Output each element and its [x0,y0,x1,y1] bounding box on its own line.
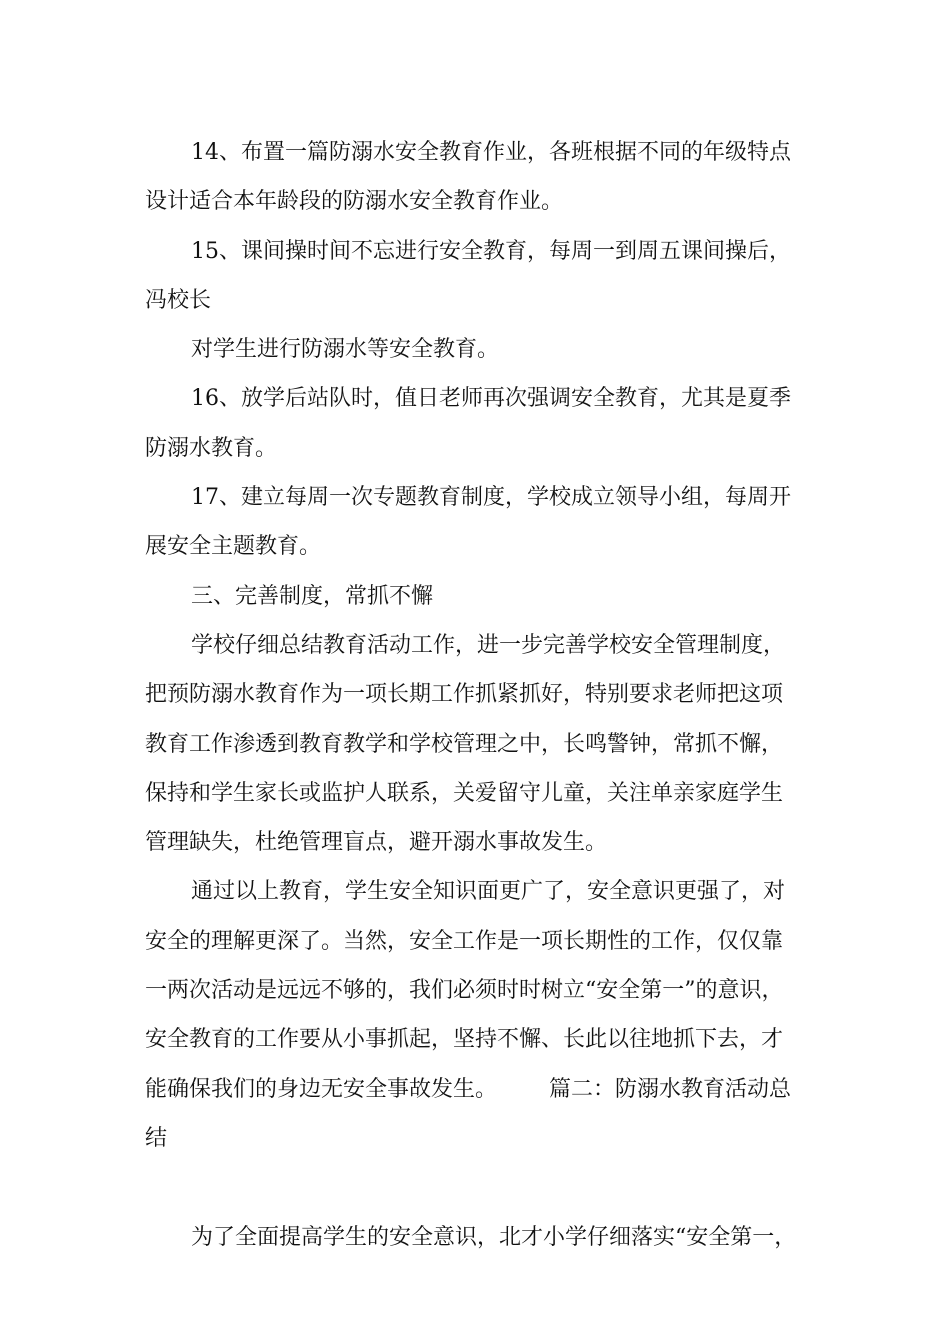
text-line: 设计适合本年龄段的防溺水安全教育作业。 [145,189,564,215]
document-body [145,128,815,1262]
text-line: 保持和学生家长或监护人联系，关爱留守儿童，关注单亲家庭学生 [145,780,784,806]
mixed-text-line [145,1065,815,1114]
text-line: 学校仔细总结教育活动工作，进一步完善学校安全管理制度， [191,632,786,658]
text-line: 冯校长 [145,287,212,313]
text-line: 为了全面提高学生的安全意识，北才小学仔细落实“安全第一， [191,1224,797,1250]
text-line: 通过以上教育，学生安全知识面更广了，安全意识更强了，对 [191,879,786,905]
text-line: 管理缺失，杜绝管理盲点，避开溺水事故发生。 [145,830,608,856]
text-line: 防溺水教育。 [145,435,278,461]
blank-line [145,1163,815,1212]
text-line: 安全的理解更深了。当然，安全工作是一项长期性的工作，仅仅靠 [145,928,784,954]
text-line: 14、布置一篇防溺水安全教育作业，各班根据不同的年级特点 [191,140,791,165]
section-heading: 三、完善制度，常抓不懈 [191,583,434,609]
text-line: 一两次活动是远远不够的，我们必须时时树立“安全第一”的意识， [145,978,784,1004]
text-line: 15、课间操时间不忘进行安全教育，每周一到周五课间操后， [191,238,791,264]
paragraph-ending: 能确保我们的身边无安全事故发生。 [145,1076,498,1102]
text-line: 对学生进行防溺水等安全教育。 [191,337,500,363]
text-line: 17、建立每周一次专题教育制度，学校成立领导小组，每周开 [191,485,791,511]
text-line: 结 [145,1125,168,1151]
article-two-title: 篇二：防溺水教育活动总 [549,1076,792,1102]
text-line: 展安全主题教育。 [145,534,322,560]
text-line: 教育工作渗透到教育教学和学校管理之中，长鸣警钟，常抓不懈， [145,731,784,757]
text-line: 安全教育的工作要从小事抓起，坚持不懈、长此以往地抓下去，才 [145,1027,784,1053]
text-line: 把预防溺水教育作为一项长期工作抓紧抓好，特别要求老师把这项 [145,682,784,708]
text-line: 16、放学后站队时，值日老师再次强调安全教育，尤其是夏季 [191,386,791,412]
